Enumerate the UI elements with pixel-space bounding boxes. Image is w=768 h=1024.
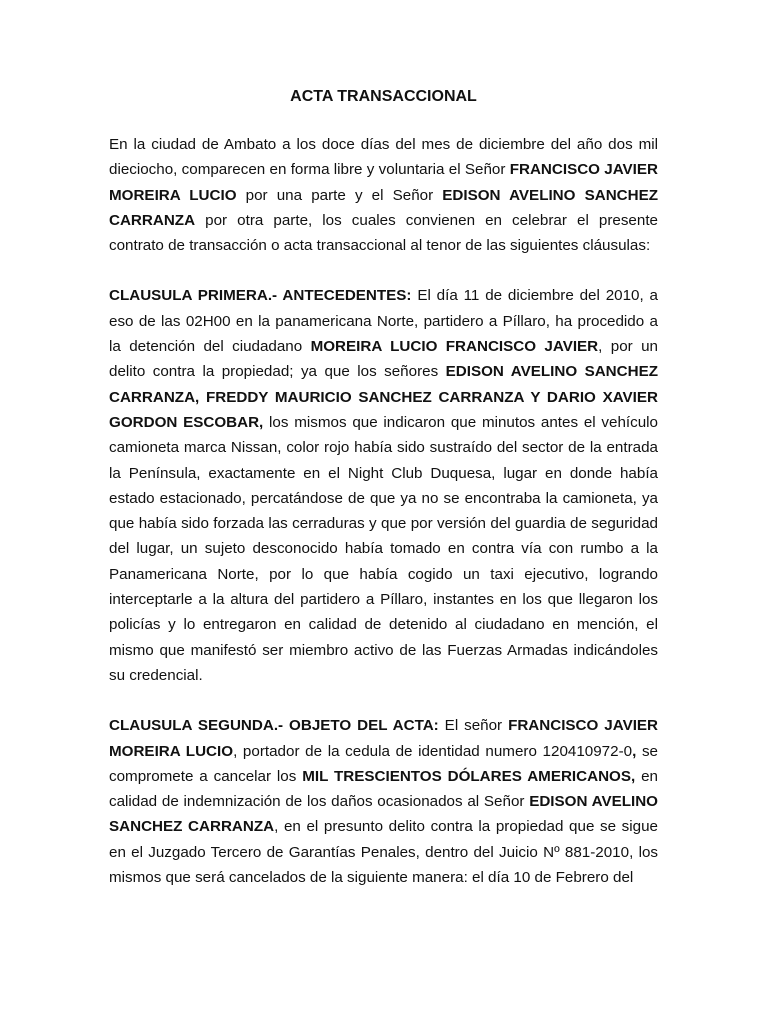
bold-text-run: CLAUSULA PRIMERA.- ANTECEDENTES: — [109, 287, 412, 305]
bold-text-run: EDISON AVELINO SANCHEZ CARRANZA — [109, 793, 658, 836]
bold-text-run: FRANCISCO JAVIER MOREIRA LUCIO — [109, 161, 658, 204]
text-run: por una parte y el Señor — [236, 186, 443, 204]
clausula-segunda-paragraph — [109, 713, 658, 890]
text-run: los mismos que indicaron que minutos antes el vehículo camioneta marca Nissan, color rojo había sido sustraído del sector de la entrada la Península, exactamente en el Night Club Duquesa, lugar en donde había estado estacionado, percatándose de que ya no se encontraba la camioneta, ya que había sido forzada las cerraduras y que por versión del guardia de seguridad del lugar, un sujeto desconocido había tomado en contra vía con rumbo a la Panamericana Norte, por lo que había cogido un taxi ejecutivo, logrando interceptarle a la altura del partidero a Píllaro, instantes en los que llegaron los policías y lo entregaron en calidad de detenido al ciudadano en mención, el mismo que manifestó ser miembro activo de las Fuerzas Armadas indicándoles su credencial. — [109, 413, 658, 684]
bold-text-run: FRANCISCO JAVIER MOREIRA LUCIO — [109, 717, 659, 760]
document-title: ACTA TRANSACCIONAL — [290, 88, 477, 105]
clausula-primera-paragraph — [109, 283, 658, 688]
text-run: , portador de la cedula de identidad numero 120410972-0 — [233, 742, 633, 760]
bold-text-run: MIL TRESCIENTOS DÓLARES AMERICANOS, — [302, 767, 636, 785]
text-run: , por un delito contra la propiedad; ya que los señores — [109, 338, 658, 381]
text-run: se compromete a cancelar los — [109, 742, 659, 785]
document-page — [109, 84, 658, 915]
bold-text-run: EDISON AVELINO SANCHEZ CARRANZA — [109, 186, 659, 229]
text-run: El día 11 de diciembre del 2010, a eso de las 02H00 en la panamericana Norte, partidero a Píllaro, ha procedido a la detención del ciudadano — [109, 287, 658, 356]
bold-text-run: MOREIRA LUCIO FRANCISCO JAVIER — [310, 338, 599, 356]
bold-text-run: EDISON AVELINO SANCHEZ CARRANZA, FREDDY MAURICIO SANCHEZ CARRANZA Y DARIO XAVIER GORDON ESCOBAR, — [109, 363, 658, 431]
text-run: En la ciudad de Ambato a los doce días del mes de diciembre del año dos mil dieciocho, comparecen en forma libre y voluntaria el Señor — [109, 136, 658, 179]
text-run: por otra parte, los cuales convienen en celebrar el presente contrato de transacción o acta transaccional al tenor de las siguientes cláusulas: — [109, 211, 658, 255]
bold-text-run: , — [632, 742, 637, 760]
bold-text-run: CLAUSULA SEGUNDA.- OBJETO DEL ACTA: — [109, 717, 439, 735]
intro-paragraph — [109, 132, 658, 258]
text-run: El señor — [438, 717, 509, 735]
document-body — [109, 132, 658, 890]
text-run: en calidad de indemnización de los daños ocasionados al Señor — [109, 767, 658, 811]
text-run: , en el presunto delito contra la propiedad que se sigue en el Juzgado Tercero de Garantías Penales, dentro del Juicio Nº 881-2010, los mismos que será cancelados de la siguiente manera: el día 10 de Febrero del — [109, 818, 658, 887]
